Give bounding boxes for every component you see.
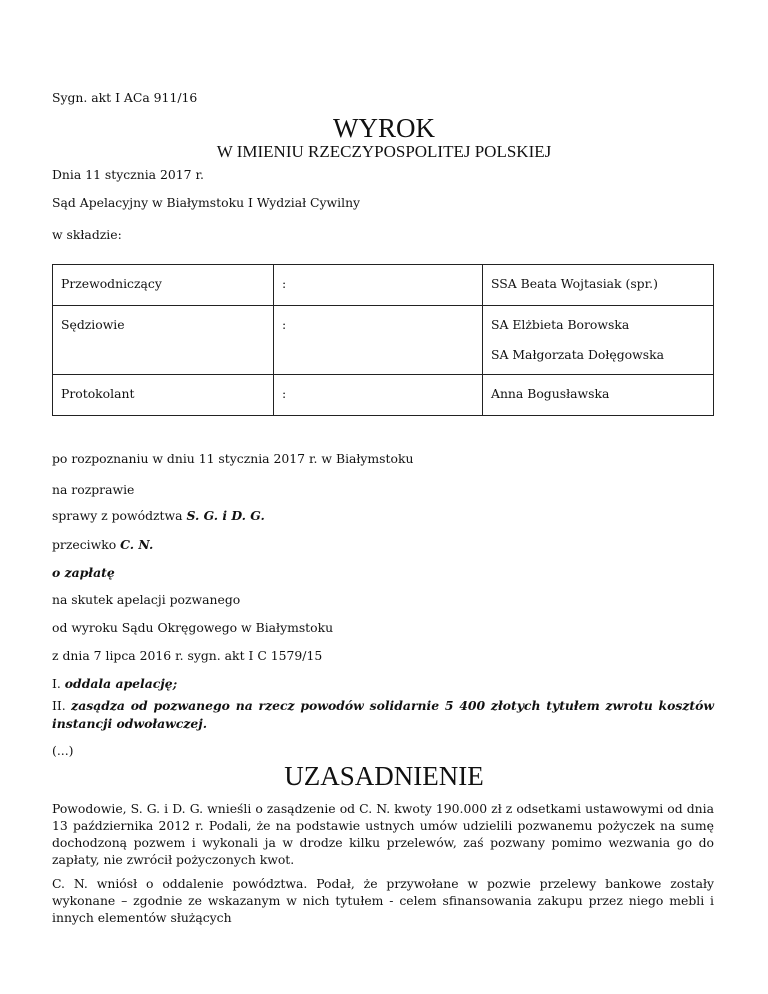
- judgment-date: Dnia 11 stycznia 2017 r.: [52, 167, 204, 182]
- role-judges: Sędziowie: [61, 317, 125, 332]
- justification-heading: UZASADNIENIE: [284, 761, 484, 791]
- name-judge-1: SA Elżbieta Borowska: [491, 317, 630, 332]
- separator: :: [282, 386, 287, 401]
- ruling-item-1: I. oddala apelację;: [52, 676, 178, 691]
- court-panel-table: [52, 264, 714, 416]
- role-chair: Przewodniczący: [61, 276, 162, 291]
- name-chair: SSA Beata Wojtasiak (spr.): [491, 276, 658, 291]
- name-clerk: Anna Bogusławska: [491, 386, 610, 401]
- plaintiffs: S. G. i D. G.: [186, 508, 265, 523]
- role-clerk: Protokolant: [61, 386, 135, 401]
- composition-label: w składzie:: [52, 227, 122, 242]
- considered-line: po rozpoznaniu w dniu 11 stycznia 2017 r. w Białymstoku: [52, 451, 414, 466]
- case-subject: o zapłatę: [52, 565, 115, 580]
- ellipsis: (...): [52, 743, 74, 758]
- name-judge-2: SA Małgorzata Dołęgowska: [491, 347, 664, 362]
- table-row: [53, 306, 714, 375]
- separator: :: [282, 317, 287, 332]
- court-name: Sąd Apelacyjny w Białymstoku I Wydział Cywilny: [52, 195, 361, 210]
- justification-paragraph-1: Powodowie, S. G. i D. G. wnieśli o zasądzenie od C. N. kwoty 190.000 zł z odsetkami ustawowymi od dnia 13 października 2012 r. Podali, że na podstawie ustnych umów udzielili pozwanemu pożyczek na sumę dochodzoną pozwem i wykonali ja w drodze kilku przelewów, zaś pozwany pomimo wezwania go do zapłaty, nie zwrócił pożyczonych kwot.: [52, 801, 714, 867]
- separator: :: [282, 276, 287, 291]
- ruling-item-2: II. zasądza od pozwanego na rzecz powodów solidarnie 5 400 złotych tytułem zwrotu kosztów instancji odwoławczej.: [52, 698, 715, 731]
- defendant-line: przeciwko C. N.: [52, 537, 154, 552]
- table-row: [53, 375, 714, 416]
- appeal-line: na skutek apelacji pozwanego: [52, 592, 241, 607]
- lower-judgment-date: z dnia 7 lipca 2016 r. sygn. akt I C 1579/15: [52, 648, 323, 663]
- lower-court-line: od wyroku Sądu Okręgowego w Białymstoku: [52, 620, 334, 635]
- defendant: C. N.: [120, 537, 154, 552]
- document-title: WYROK: [333, 113, 435, 143]
- hearing-line: na rozprawie: [52, 482, 135, 497]
- justification-paragraph-2: C. N. wniósł o oddalenie powództwa. Podał, że przywołane w pozwie przelewy bankowe zostały wykonane – zgodnie ze wskazanym w nich tytułem - celem sfinansowania zakupu przez niego mebli i innych elementów służących: [52, 876, 714, 925]
- table-row: [53, 265, 714, 306]
- plaintiffs-line: sprawy z powództwa S. G. i D. G.: [52, 508, 265, 523]
- document-subtitle: W IMIENIU RZECZYPOSPOLITEJ POLSKIEJ: [216, 142, 552, 161]
- case-number: Sygn. akt I ACa 911/16: [52, 90, 198, 105]
